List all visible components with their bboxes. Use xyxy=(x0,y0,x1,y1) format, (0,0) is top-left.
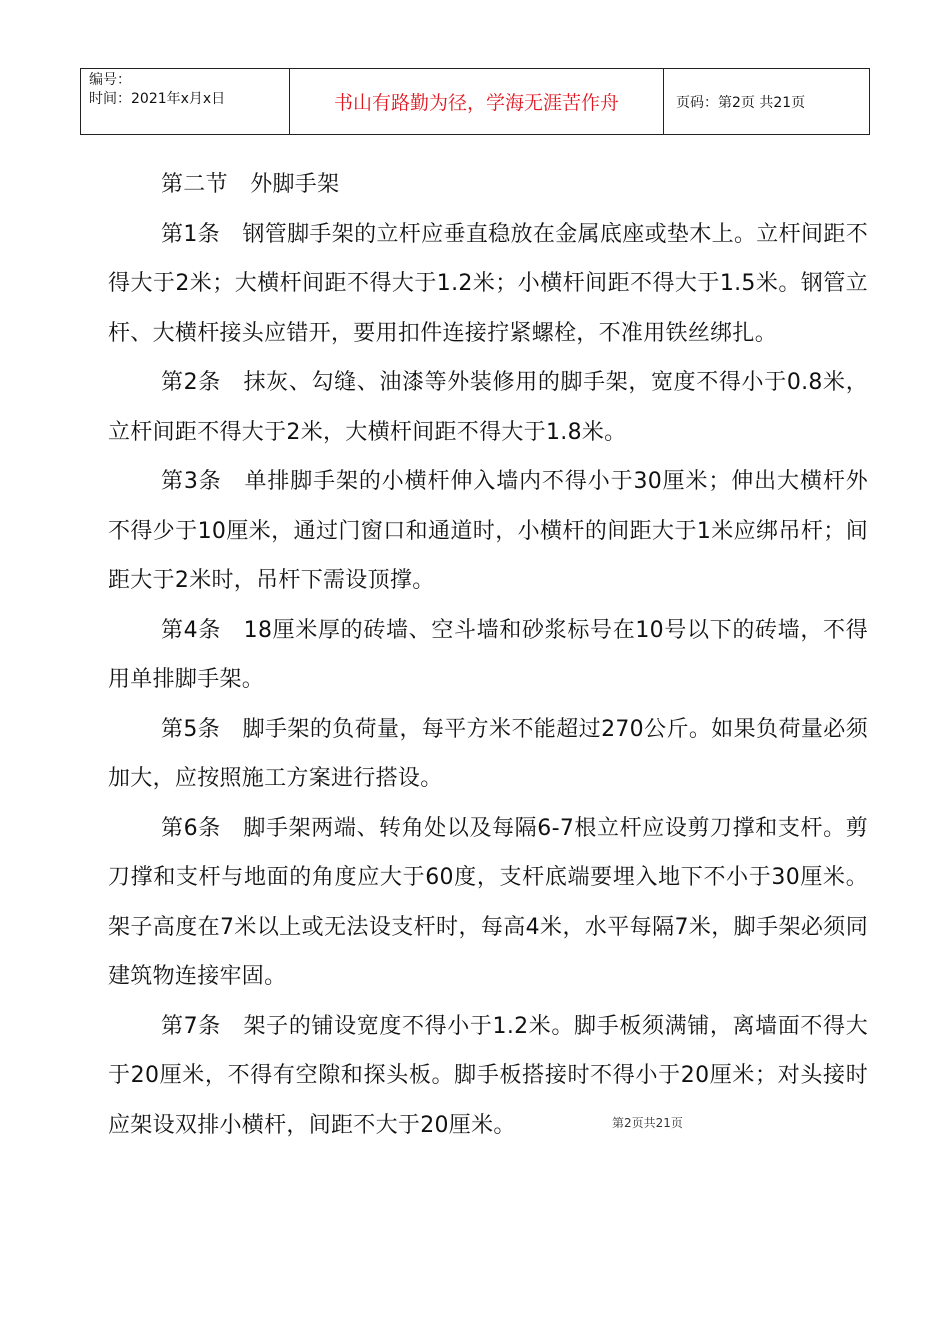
article-3: 第3条 单排脚手架的小横杆伸入墙内不得小于30厘米；伸出大横杆外不得少于10厘米，通过门窗口和通道时，小横杆的间距大于1米应绑吊杆；间距大于2米时，吊杆下需设顶撑。 xyxy=(108,469,868,593)
motto: 书山有路勤为径，学海无涯苦作舟 xyxy=(290,69,664,135)
section-title: 第二节 外脚手架 xyxy=(161,172,340,197)
page-info: 页码：第2页 共21页 xyxy=(664,69,870,135)
article-5: 第5条 脚手架的负荷量，每平方米不能超过270公斤。如果负荷量必须加大，应按照施工方案进行搭设。 xyxy=(108,716,868,791)
article-1: 第1条 钢管脚手架的立杆应垂直稳放在金属底座或垫木上。立杆间距不得大于2米；大横杆间距不得大于1.2米；小横杆间距不得大于1.5米。钢管立杆、大横杆接头应错开，要用扣件连接拧紧螺栓，不准用铁丝绑扎。 xyxy=(108,221,868,346)
number-label: 编号： xyxy=(89,72,131,88)
article-6: 第6条 脚手架两端、转角处以及每隔6-7根立杆应设剪刀撑和支杆。剪刀撑和支杆与地面的角度应大于60度，支杆底端要埋入地下不小于30厘米。架子高度在7米以上或无法设支杆时，每高4米，水平每隔7米，脚手架必须同建筑物连接牢固。 xyxy=(108,815,868,989)
header-meta-cell xyxy=(81,69,290,135)
time-label: 时间：2021年x月x日 xyxy=(89,91,226,107)
article-7: 第7条 架子的铺设宽度不得小于1.2米。脚手板须满铺，离墙面不得大于20厘米，不得有空隙和探头板。脚手板搭接时不得小于20厘米；对头接时应架设双排小横杆，间距不大于20厘米。 xyxy=(108,1013,868,1138)
article-2: 第2条 抹灰、勾缝、油漆等外装修用的脚手架，宽度不得小于0.8米，立杆间距不得大于2米，大横杆间距不得大于1.8米。 xyxy=(108,370,868,445)
article-4: 第4条 18厘米厚的砖墙、空斗墙和砂浆标号在10号以下的砖墙，不得用单排脚手架。 xyxy=(108,617,868,692)
header-table xyxy=(80,68,870,135)
page-footer: 第2页共21页 xyxy=(612,1116,683,1130)
document-body xyxy=(108,160,868,1150)
